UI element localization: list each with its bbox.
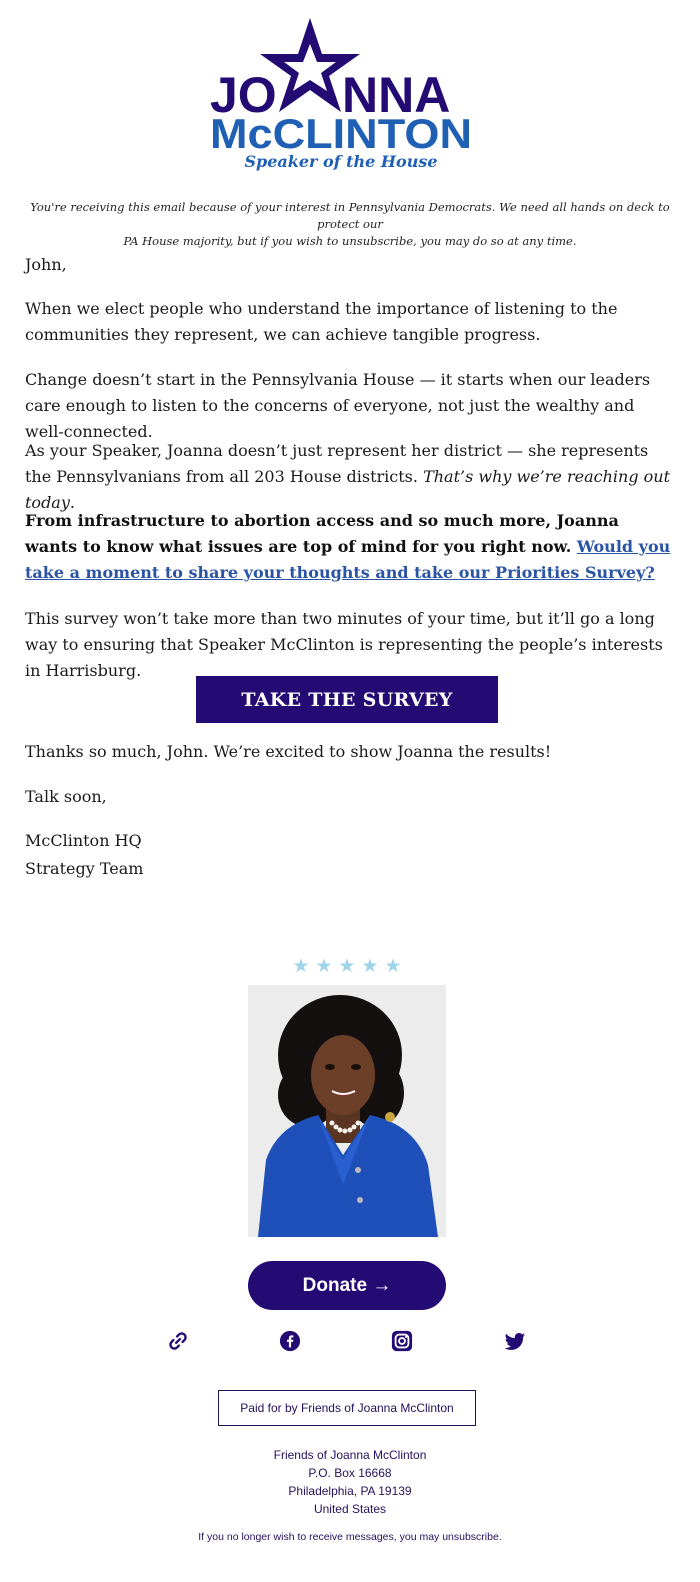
paragraph-2: Change doesn’t start in the Pennsylvania House — it starts when our leaders care enough to listen to the concerns of everyone, not just the wealthy and well-connected. <box>25 370 651 441</box>
signature-line-1: McClinton HQ <box>25 831 142 850</box>
logo-line1-right: NNA <box>342 67 451 123</box>
logo-line1-left: JO <box>210 67 277 123</box>
address-line-1: Friends of Joanna McClinton <box>273 1448 427 1462</box>
campaign-logo <box>0 14 700 174</box>
mailing-address <box>0 1446 700 1518</box>
candidate-photo <box>248 985 446 1237</box>
address-line-4: United States <box>313 1502 387 1516</box>
paragraph-3-main: As your Speaker, Joanna doesn’t just represent her district — she represents the Pennsylvanians from all 203 House districts. <box>25 441 649 486</box>
thanks-line: Thanks so much, John. We’re excited to show Joanna the results! <box>25 742 552 761</box>
signature-line-2: Strategy Team <box>25 859 144 878</box>
paragraph-4-bold: From infrastructure to abortion access and so much more, Joanna wants to know what issues are top of mind for you right now. <box>25 511 619 556</box>
facebook-icon[interactable] <box>278 1329 302 1353</box>
address-line-3: Philadelphia, PA 19139 <box>288 1484 412 1498</box>
greeting: John, <box>25 255 67 274</box>
survey-link[interactable]: Would you take a moment to share your thoughts and take our Priorities Survey? <box>25 537 671 582</box>
paid-for-disclaimer: Paid for by Friends of Joanna McClinton <box>218 1390 476 1426</box>
logo-line2: McCLINTON <box>210 110 472 157</box>
take-survey-button[interactable]: TAKE THE SURVEY <box>196 676 498 723</box>
disclaimer-line-2: PA House majority, but if you wish to unsubscribe, you may do so at any time. <box>123 234 577 248</box>
paragraph-3-italic: That’s why we’re reaching out today <box>25 467 671 512</box>
instagram-icon[interactable] <box>390 1329 414 1353</box>
unsubscribe-text[interactable]: If you no longer wish to receive messages, you may unsubscribe. <box>198 1531 502 1543</box>
disclaimer-line-1: You're receiving this email because of your interest in Pennsylvania Democrats. We need all hands on deck to protect our <box>30 200 670 231</box>
address-line-2: P.O. Box 16668 <box>308 1466 392 1480</box>
twitter-icon[interactable] <box>503 1329 527 1353</box>
donate-button[interactable]: Donate → <box>248 1261 446 1310</box>
talk-soon: Talk soon, <box>25 787 107 806</box>
link-icon[interactable] <box>166 1329 190 1353</box>
signature <box>25 827 675 883</box>
stars-divider: ★★★★★ <box>292 955 408 977</box>
paragraph-1: When we elect people who understand the importance of listening to the communities they represent, we can achieve tangible progress. <box>25 299 618 344</box>
paragraph-4 <box>25 508 675 586</box>
logo-tagline: Speaker of the House <box>244 152 438 171</box>
email-disclaimer <box>18 199 682 250</box>
logo-graphic <box>210 14 490 174</box>
paragraph-3: As your Speaker, Joanna doesn’t just represent her district — she represents the Pennsylvanians from all 203 House districts. That’s why we’re reaching out today. <box>25 441 671 512</box>
paragraph-5: This survey won’t take more than two minutes of your time, but it’ll go a long way to ensuring that Speaker McClinton is representing the people’s interests in Harrisburg. <box>25 609 663 680</box>
